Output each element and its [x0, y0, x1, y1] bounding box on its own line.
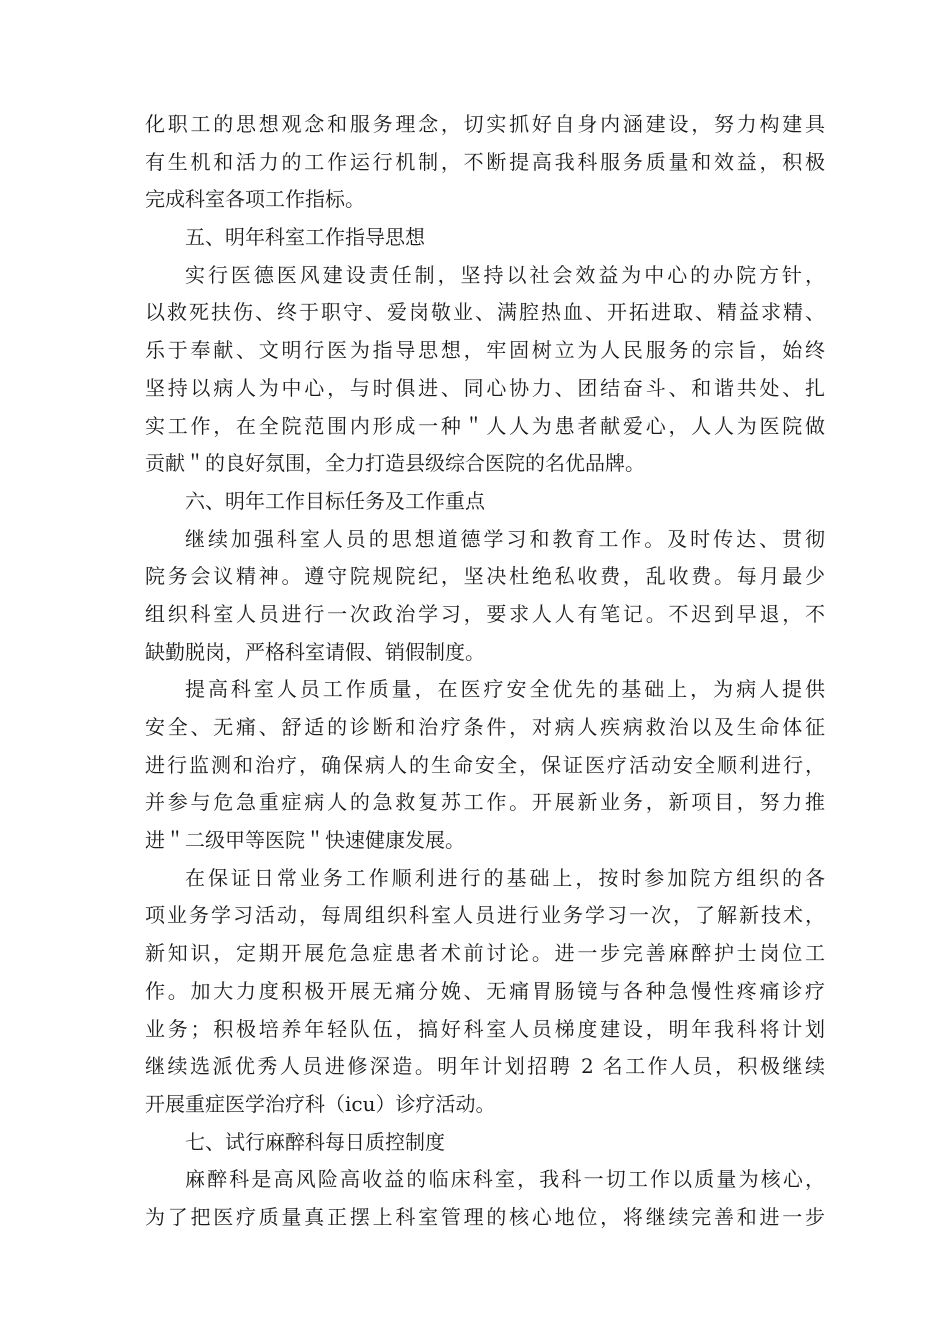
text-line: 完成科室各项工作指标。: [145, 187, 365, 212]
text-line: 进行监测和治疗，确保病人的生命安全，保证医疗活动安全顺利进行，: [145, 752, 825, 777]
section-heading: 七、试行麻醉科每日质控制度: [185, 1129, 445, 1154]
text-line: 组织科室人员进行一次政治学习，要求人人有笔记。不迟到早退，不: [145, 601, 825, 626]
text-line: 在保证日常业务工作顺利进行的基础上，按时参加院方组织的各: [185, 865, 825, 890]
text-line: 并参与危急重症病人的急救复苏工作。开展新业务，新项目，努力推: [145, 790, 825, 815]
text-line: 开展重症医学治疗科（icu）诊疗活动。: [145, 1091, 496, 1116]
text-line: 麻醉科是高风险高收益的临床科室，我科一切工作以质量为核心，: [185, 1167, 825, 1192]
text-line: 项业务学习活动，每周组织科室人员进行业务学习一次，了解新技术，: [145, 903, 825, 928]
text-line: 实工作，在全院范围内形成一种＂人人为患者献爱心，人人为医院做: [145, 413, 825, 438]
text-line: 继续加强科室人员的思想道德学习和教育工作。及时传达、贯彻: [185, 526, 825, 551]
text-line: 坚持以病人为中心，与时俱进、同心协力、团结奋斗、和谐共处、扎: [145, 375, 825, 400]
text-line: 进＂二级甲等医院＂快速健康发展。: [145, 828, 465, 853]
text-line: 缺勤脱岗，严格科室请假、销假制度。: [145, 639, 485, 664]
text-line: 安全、无痛、舒适的诊断和治疗条件，对病人疾病救治以及生命体征: [145, 715, 825, 739]
text-line: 实行医德医风建设责任制，坚持以社会效益为中心的办院方针，: [185, 262, 825, 287]
text-line: 提高科室人员工作质量，在医疗安全优先的基础上，为病人提供: [185, 677, 825, 702]
text-line: 新知识，定期开展危急症患者术前讨论。进一步完善麻醉护士岗位工: [145, 941, 825, 966]
section-heading: 五、明年科室工作指导思想: [185, 225, 425, 250]
document-body: [145, 106, 825, 1237]
text-line: 以救死扶伤、终于职守、爱岗敬业、满腔热血、开拓进取、精益求精、: [145, 300, 825, 325]
text-line: 作。加大力度积极开展无痛分娩、无痛胃肠镜与各种急慢性疼痛诊疗: [145, 978, 825, 1003]
text-line: 贡献＂的良好氛围，全力打造县级综合医院的名优品牌。: [145, 451, 645, 476]
text-line: 有生机和活力的工作运行机制，不断提高我科服务质量和效益，积极: [145, 149, 825, 174]
text-line: 业务；积极培养年轻队伍，搞好科室人员梯度建设，明年我科将计划: [145, 1016, 825, 1041]
section-heading: 六、明年工作目标任务及工作重点: [185, 488, 485, 513]
text-line: 化职工的思想观念和服务理念，切实抓好自身内涵建设，努力构建具: [145, 112, 825, 136]
text-line: 乐于奉献、文明行医为指导思想，牢固树立为人民服务的宗旨，始终: [145, 338, 825, 363]
text-line: 为了把医疗质量真正摆上科室管理的核心地位，将继续完善和进一步: [145, 1204, 825, 1229]
text-line: 院务会议精神。遵守院规院纪，坚决杜绝私收费，乱收费。每月最少: [145, 564, 825, 589]
text-line: 继续选派优秀人员进修深造。明年计划招聘 2 名工作人员，积极继续: [145, 1054, 825, 1079]
